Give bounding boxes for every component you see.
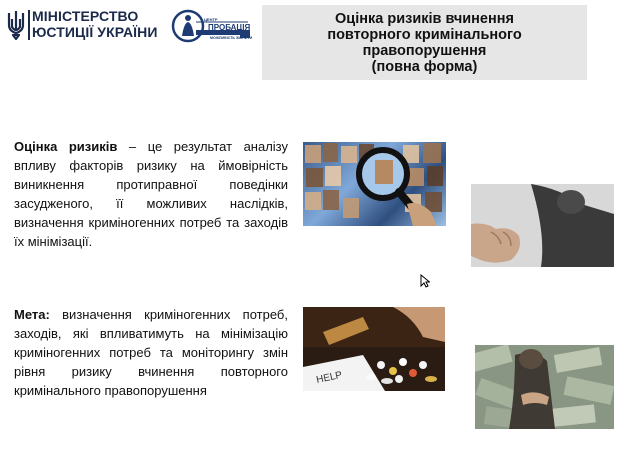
goal-text: визначення криміногенних потреб, заходів, які впливатимуть на мінімізацію криміногенних потреб та моніторингу змін рівня ризику вчинення повторного кримінального правопорушення — [14, 307, 288, 398]
probation-main-text: ПРОБАЦІЯ — [208, 23, 251, 32]
ministry-line-2: ЮСТИЦІЇ УКРАЇНИ — [32, 24, 158, 40]
title-line-1: Оцінка ризиків вчинення — [335, 11, 514, 27]
slide-title — [262, 11, 587, 75]
probation-top-text: ЦЕНТР — [204, 17, 218, 22]
definition-term: Оцінка ризиків — [14, 139, 118, 154]
trident-icon — [6, 9, 26, 41]
photo-money-bills — [475, 345, 614, 429]
goal-paragraph — [14, 305, 288, 400]
title-line-2: повторного кримінального — [327, 27, 522, 43]
probation-sub-text: МОЖЛИВІСТЬ ЗМІНИТИ — [210, 36, 253, 40]
risk-assessment-definition — [14, 137, 288, 251]
photo-faces-magnifier — [303, 142, 446, 226]
photo-clenched-fist — [471, 184, 614, 267]
title-line-4: (повна форма) — [371, 59, 478, 75]
ministry-line-1: МІНІСТЕРСТВО — [32, 8, 139, 24]
title-box — [262, 5, 587, 80]
title-line-3: правопорушення — [362, 43, 487, 59]
help-note-text: HELP — [315, 369, 344, 386]
probation-logo — [170, 6, 252, 46]
definition-text: – це результат аналізу впливу факторів ризику на ймовірність виникнення протиправної поведінки засудженого, її можливих наслідків, визначення криміногенних потреб та заходів їх мінімізації. — [14, 139, 288, 249]
goal-term: Мета: — [14, 307, 50, 322]
photo-pills-help — [303, 307, 445, 391]
logo-divider — [28, 10, 30, 40]
ministry-logo-text — [32, 8, 162, 40]
mouse-cursor-icon — [420, 274, 430, 288]
